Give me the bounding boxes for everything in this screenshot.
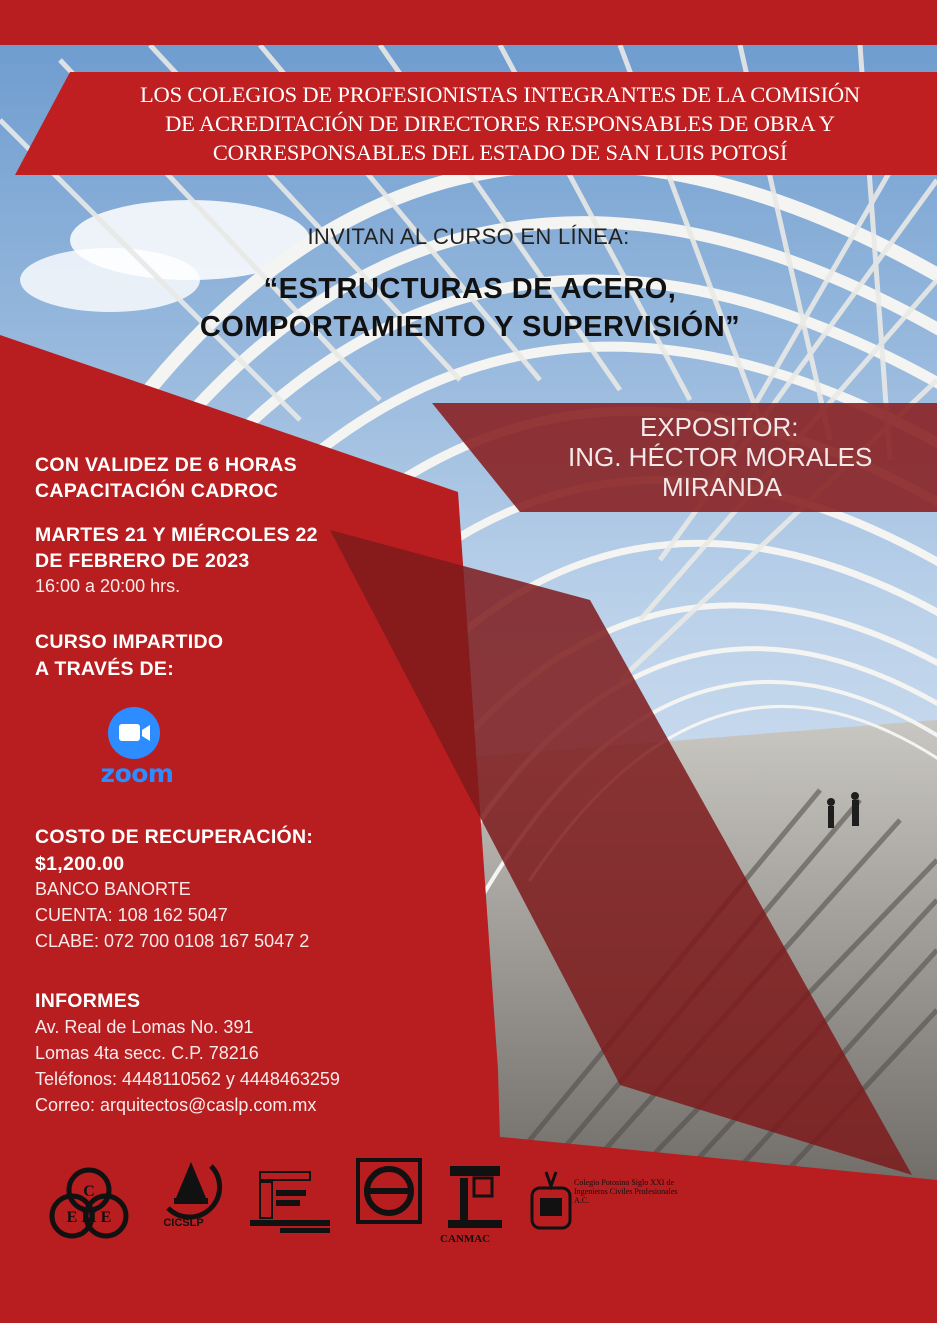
zoom-wordmark: zoom (100, 759, 174, 788)
platform-line-1: CURSO IMPARTIDO (35, 631, 224, 653)
expositor-name-line-1: ING. HÉCTOR MORALES (568, 442, 873, 472)
canmac-tower-icon (440, 1164, 510, 1230)
platform-line-2: A TRAVÉS DE: (35, 658, 175, 680)
course-title (150, 270, 790, 346)
organizers-line-1: LOS COLEGIOS DE PROFESIONISTAS INTEGRANTES DE LA COMISIÓN (140, 82, 860, 107)
contact-info (35, 1014, 340, 1118)
cicslp-emblem-icon (156, 1158, 226, 1220)
svg-text:E: E (66, 1209, 78, 1226)
svg-text:E: E (100, 1209, 112, 1226)
course-title-line-1: “ESTRUCTURAS DE ACERO, (263, 273, 677, 305)
course-hours: 16:00 a 20:00 hrs. (35, 576, 181, 596)
cost-label: COSTO DE RECUPERACIÓN: (35, 826, 314, 848)
canmac-label: CANMAC (440, 1233, 491, 1245)
canmac-logo (440, 1164, 510, 1254)
bank-clabe: CLABE: 072 700 0108 167 5047 2 (35, 931, 310, 951)
svg-text:M: M (81, 1209, 97, 1226)
expositor-label: EXPOSITOR: (640, 412, 799, 442)
cicslp-logo (156, 1158, 226, 1248)
organizers-text (110, 80, 890, 167)
organizers-line-2: DE ACREDITACIÓN DE DIRECTORES RESPONSABLES DE OBRA Y (165, 111, 835, 136)
invite-heading: INVITAN AL CURSO EN LÍNEA: (307, 224, 630, 249)
organizers-line-3: CORRESPONSABLES DEL ESTADO DE SAN LUIS POTOSÍ (212, 140, 788, 165)
date-line-2: DE FEBRERO DE 2023 (35, 550, 250, 572)
ceme-logo (48, 1164, 130, 1246)
informes-label: INFORMES (35, 990, 141, 1012)
course-title-line-2: COMPORTAMIENTO Y SUPERVISIÓN” (199, 311, 741, 343)
course-dates (35, 522, 318, 574)
potosino-emblem-icon (526, 1168, 576, 1240)
colegio-administradores-logo (356, 1158, 422, 1238)
cost-value: $1,200.00 (35, 853, 125, 875)
cost-info (35, 824, 313, 878)
bank-name: BANCO BANORTE (35, 879, 191, 899)
validity-line-2: CAPACITACIÓN CADROC (35, 480, 279, 502)
colegio-potosino-logo (526, 1168, 686, 1248)
expositor-block (460, 412, 937, 502)
validity-info (35, 452, 297, 504)
phones: Teléfonos: 4448110562 y 4448463259 (35, 1069, 340, 1089)
expositor-name-line-2: MIRANDA (662, 472, 782, 502)
colegio-arquitectos-logo (240, 1168, 330, 1248)
svg-text:C: C (83, 1183, 95, 1200)
address-line-1: Av. Real de Lomas No. 391 (35, 1017, 254, 1037)
platform-info (35, 629, 223, 683)
validity-line-1: CON VALIDEZ DE 6 HORAS (35, 454, 297, 476)
zoom-camera-icon (92, 706, 182, 761)
bank-info (35, 876, 309, 954)
date-line-1: MARTES 21 Y MIÉRCOLES 22 (35, 524, 318, 546)
zoom-logo (92, 706, 182, 786)
potosino-label: Colegio Potosino Siglo XXI de Ingenieros Civiles Profesionales A.C. (574, 1178, 678, 1205)
logos-row (40, 1150, 680, 1260)
cicslp-label: CICSLP (163, 1217, 204, 1229)
address-line-2: Lomas 4ta secc. C.P. 78216 (35, 1043, 259, 1063)
email: Correo: arquitectos@caslp.com.mx (35, 1095, 317, 1115)
bank-account: CUENTA: 108 162 5047 (35, 905, 228, 925)
